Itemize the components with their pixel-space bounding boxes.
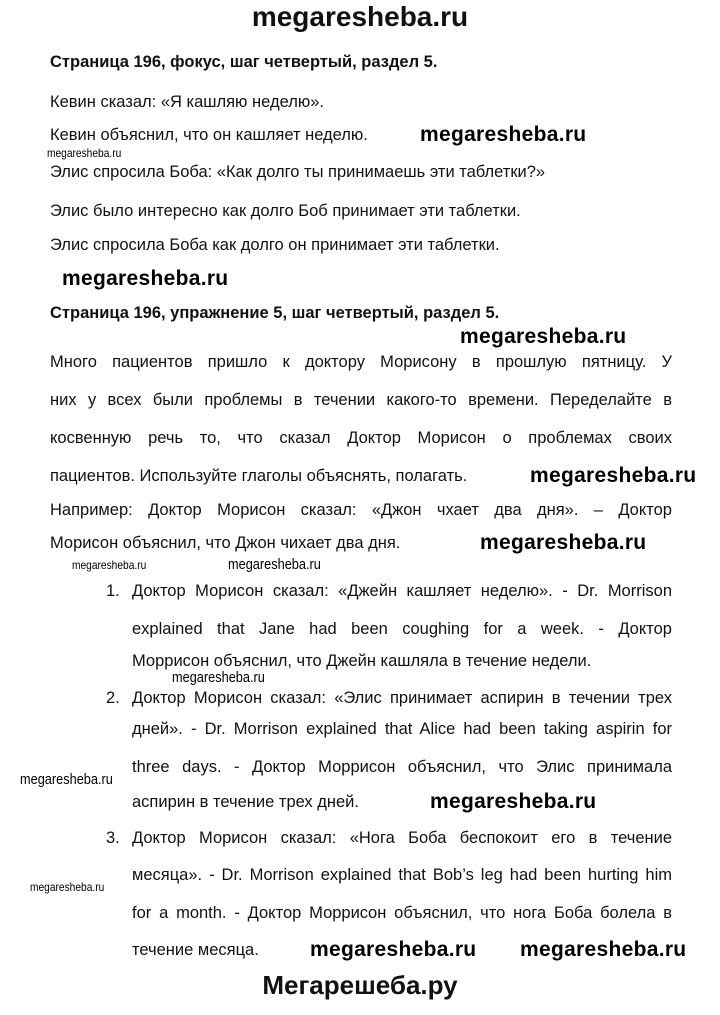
list-line: Доктор Морисон сказал: «Элис принимает аспирин в течении трех [132, 689, 672, 707]
list-line: течение месяца. [132, 941, 259, 959]
watermark: megaresheba.ru [310, 938, 477, 961]
list-line: аспирин в течение трех дней. [132, 793, 359, 811]
list-number: 2. [106, 689, 120, 707]
watermark: megaresheba.ru [72, 558, 147, 572]
text-line: Много пациентов пришло к доктору Морисону в прошлую пятницу. У [50, 353, 672, 371]
list-line: Морриcон объяснил, что Джейн кашляла в течение недели. [132, 652, 592, 670]
list-number: 3. [106, 829, 120, 847]
list-number: 1. [106, 582, 120, 600]
text-line: Например: Доктор Морисон сказал: «Джон чхает два дня». – Доктор [50, 501, 672, 519]
watermark: megaresheba.ru [228, 556, 321, 573]
section-heading: Страница 196, упражнение 5, шаг четвертый, раздел 5. [50, 304, 500, 322]
list-line: месяца». - Dr. Morrison explained that Bob’s leg had been hurting him [132, 866, 672, 884]
list-line: дней». - Dr. Morrison explained that Alice had been taking aspirin for [132, 720, 672, 738]
watermark: megaresheba.ru [62, 267, 229, 290]
site-title: megaresheba.ru [251, 1, 469, 32]
watermark: megaresheba.ru [530, 464, 697, 487]
text-line: Кевин объяснил, что он кашляет неделю. [50, 126, 368, 144]
watermark: megaresheba.ru [172, 669, 265, 686]
watermark: megaresheba.ru [47, 146, 122, 160]
list-line: three days. - Доктор Морриcон объяснил, что Элис принимала [132, 758, 672, 776]
list-line: for a month. - Доктор Морриcон объяснил, что нога Боба болела в [132, 904, 672, 922]
text-line: пациентов. Используйте глаголы объяснять, полагать. [50, 467, 468, 485]
watermark: megaresheba.ru [20, 771, 113, 788]
watermark: megaresheba.ru [430, 790, 597, 813]
list-line: explained that Jane had been coughing for a week. - Доктор [132, 620, 672, 638]
text-line: Элис было интересно как долго Боб принимает эти таблетки. [50, 202, 521, 220]
text-line: косвенную речь то, что сказал Доктор Морисон о проблемах своих [50, 429, 672, 447]
watermark: megaresheba.ru [30, 880, 105, 894]
watermark: megaresheba.ru [460, 325, 627, 348]
text-line: них у всех были проблемы в течении какого-то времени. Переделайте в [50, 391, 672, 409]
watermark: megaresheba.ru [420, 123, 587, 146]
footer-title: Мегарешеба.ру [262, 970, 458, 1000]
text-line: Элис спросила Боба как долго он принимает эти таблетки. [50, 236, 500, 254]
watermark: megaresheba.ru [480, 531, 647, 554]
list-line: Доктор Морисон сказал: «Нога Боба беспокоит его в течение [132, 829, 672, 847]
text-line: Морисон объяснил, что Джон чихает два дня. [50, 534, 401, 552]
list-line: Доктор Морисон сказал: «Джейн кашляет неделю». - Dr. Morrison [132, 582, 672, 600]
watermark: megaresheba.ru [520, 938, 687, 961]
text-line: Элис спросила Боба: «Как долго ты принимаешь эти таблетки?» [50, 163, 546, 181]
section-heading: Страница 196, фокус, шаг четвертый, раздел 5. [50, 53, 438, 71]
text-line: Кевин сказал: «Я кашляю неделю». [50, 93, 324, 111]
